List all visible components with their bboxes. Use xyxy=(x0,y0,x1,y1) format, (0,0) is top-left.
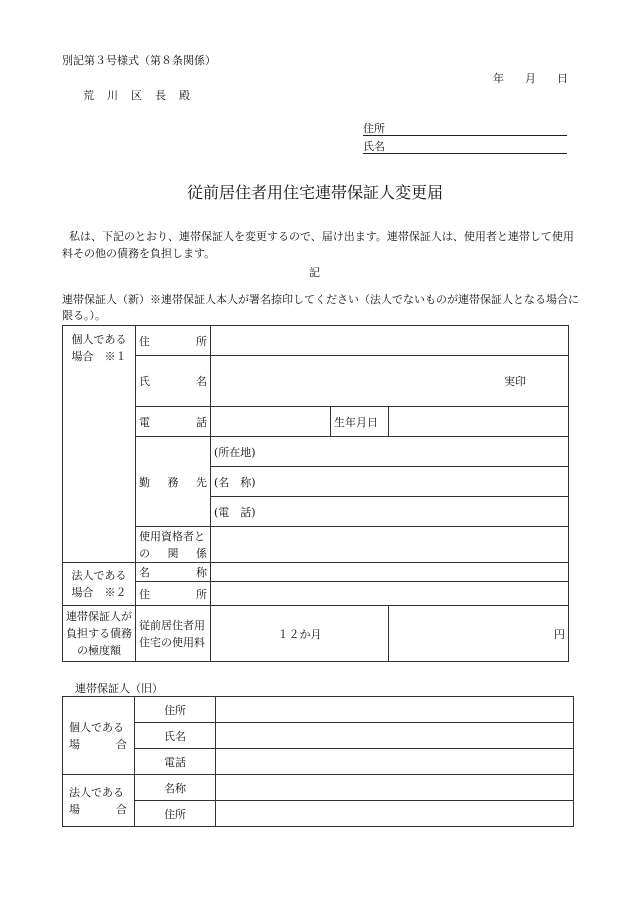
work-location-field[interactable] xyxy=(211,437,569,467)
address-label: 住 所 xyxy=(136,326,211,356)
old-corp-address-field[interactable] xyxy=(216,801,574,827)
birthdate-label: 生年月日 xyxy=(331,407,389,437)
old-phone-label: 電話 xyxy=(135,749,216,775)
months-cell: １２か月 xyxy=(211,606,389,662)
corp-address-label: 住 所 xyxy=(136,582,211,606)
old-name-label: 氏名 xyxy=(135,723,216,749)
corp-name-field[interactable] xyxy=(211,563,569,582)
new-guarantor-table xyxy=(62,325,569,662)
old-address-label: 住所 xyxy=(135,697,216,723)
work-phone-label: (電 話) xyxy=(214,505,256,519)
old-phone-field[interactable] xyxy=(216,749,574,775)
old-name-field[interactable] xyxy=(216,723,574,749)
birthdate-field[interactable] xyxy=(389,407,569,437)
applicant-name-line[interactable] xyxy=(363,138,567,154)
new-guarantor-note-2: 限る。）。 xyxy=(62,309,106,322)
seal-label: 実印 xyxy=(504,375,526,388)
yen-label: 円 xyxy=(554,627,565,641)
intro-line-1: 私は、下記のとおり、連帯保証人を変更するので、届け出ます。連帯保証人は、使用者と連帯して使用 xyxy=(69,230,574,243)
addressee: 荒 川 区 長 殿 xyxy=(83,89,191,102)
corp-address-field[interactable] xyxy=(211,582,569,606)
limit-label: 連帯保証人が 負担する債務 の極度額 xyxy=(63,606,136,662)
applicant-address-line[interactable] xyxy=(363,120,567,136)
phone-label: 電 話 xyxy=(136,407,211,437)
relation-label: 使用資格者と の 関 係 xyxy=(136,527,211,563)
work-location-label: (所在地) xyxy=(214,445,256,459)
old-address-field[interactable] xyxy=(216,697,574,723)
new-guarantor-note-1: 連帯保証人（新）※連帯保証人本人が署名捺印してください（法人でないものが連帯保証人となる場合に xyxy=(62,293,579,306)
old-corporate-label: 法人である 場 合 xyxy=(63,775,135,827)
name-field[interactable] xyxy=(211,356,569,407)
old-corp-name-field[interactable] xyxy=(216,775,574,801)
individual-label-2: 場合 ※１ xyxy=(71,350,127,363)
page-title: 従前居住者用住宅連帯保証人変更届 xyxy=(186,183,443,202)
corporate-section-label: 法人である 場合 ※２ xyxy=(63,563,136,606)
date-month: 月 xyxy=(525,72,536,85)
old-corp-address-label: 住所 xyxy=(135,801,216,827)
date-year: 年 xyxy=(493,72,504,85)
applicant-address-label: 住所 xyxy=(363,122,385,135)
old-corp-name-label: 名称 xyxy=(135,775,216,801)
old-individual-label: 個人である 場 合 xyxy=(63,697,135,775)
old-guarantor-table xyxy=(62,696,574,827)
phone-field[interactable] xyxy=(211,407,331,437)
applicant-name-label: 氏名 xyxy=(363,140,385,153)
fee-label: 従前居住者用 住宅の使用料 xyxy=(136,606,211,662)
work-name-field[interactable] xyxy=(211,467,569,497)
address-field[interactable] xyxy=(211,326,569,356)
individual-label-1: 個人である xyxy=(71,333,127,346)
name-label: 氏 名 xyxy=(136,356,211,407)
form-number: 別記第３号様式（第８条関係） xyxy=(62,54,216,67)
relation-field[interactable] xyxy=(211,527,569,563)
work-phone-field[interactable] xyxy=(211,497,569,527)
date-day: 日 xyxy=(557,72,568,85)
yen-field[interactable] xyxy=(389,606,569,662)
ki-label: 記 xyxy=(309,266,320,279)
intro-line-2: 料その他の債務を負担します。 xyxy=(62,247,216,260)
work-name-label: (名 称) xyxy=(214,475,256,489)
old-guarantor-heading: 連帯保証人（旧） xyxy=(75,682,163,695)
work-label: 勤 務 先 xyxy=(136,437,211,527)
individual-section-label xyxy=(63,326,136,563)
corp-name-label: 名 称 xyxy=(136,563,211,582)
